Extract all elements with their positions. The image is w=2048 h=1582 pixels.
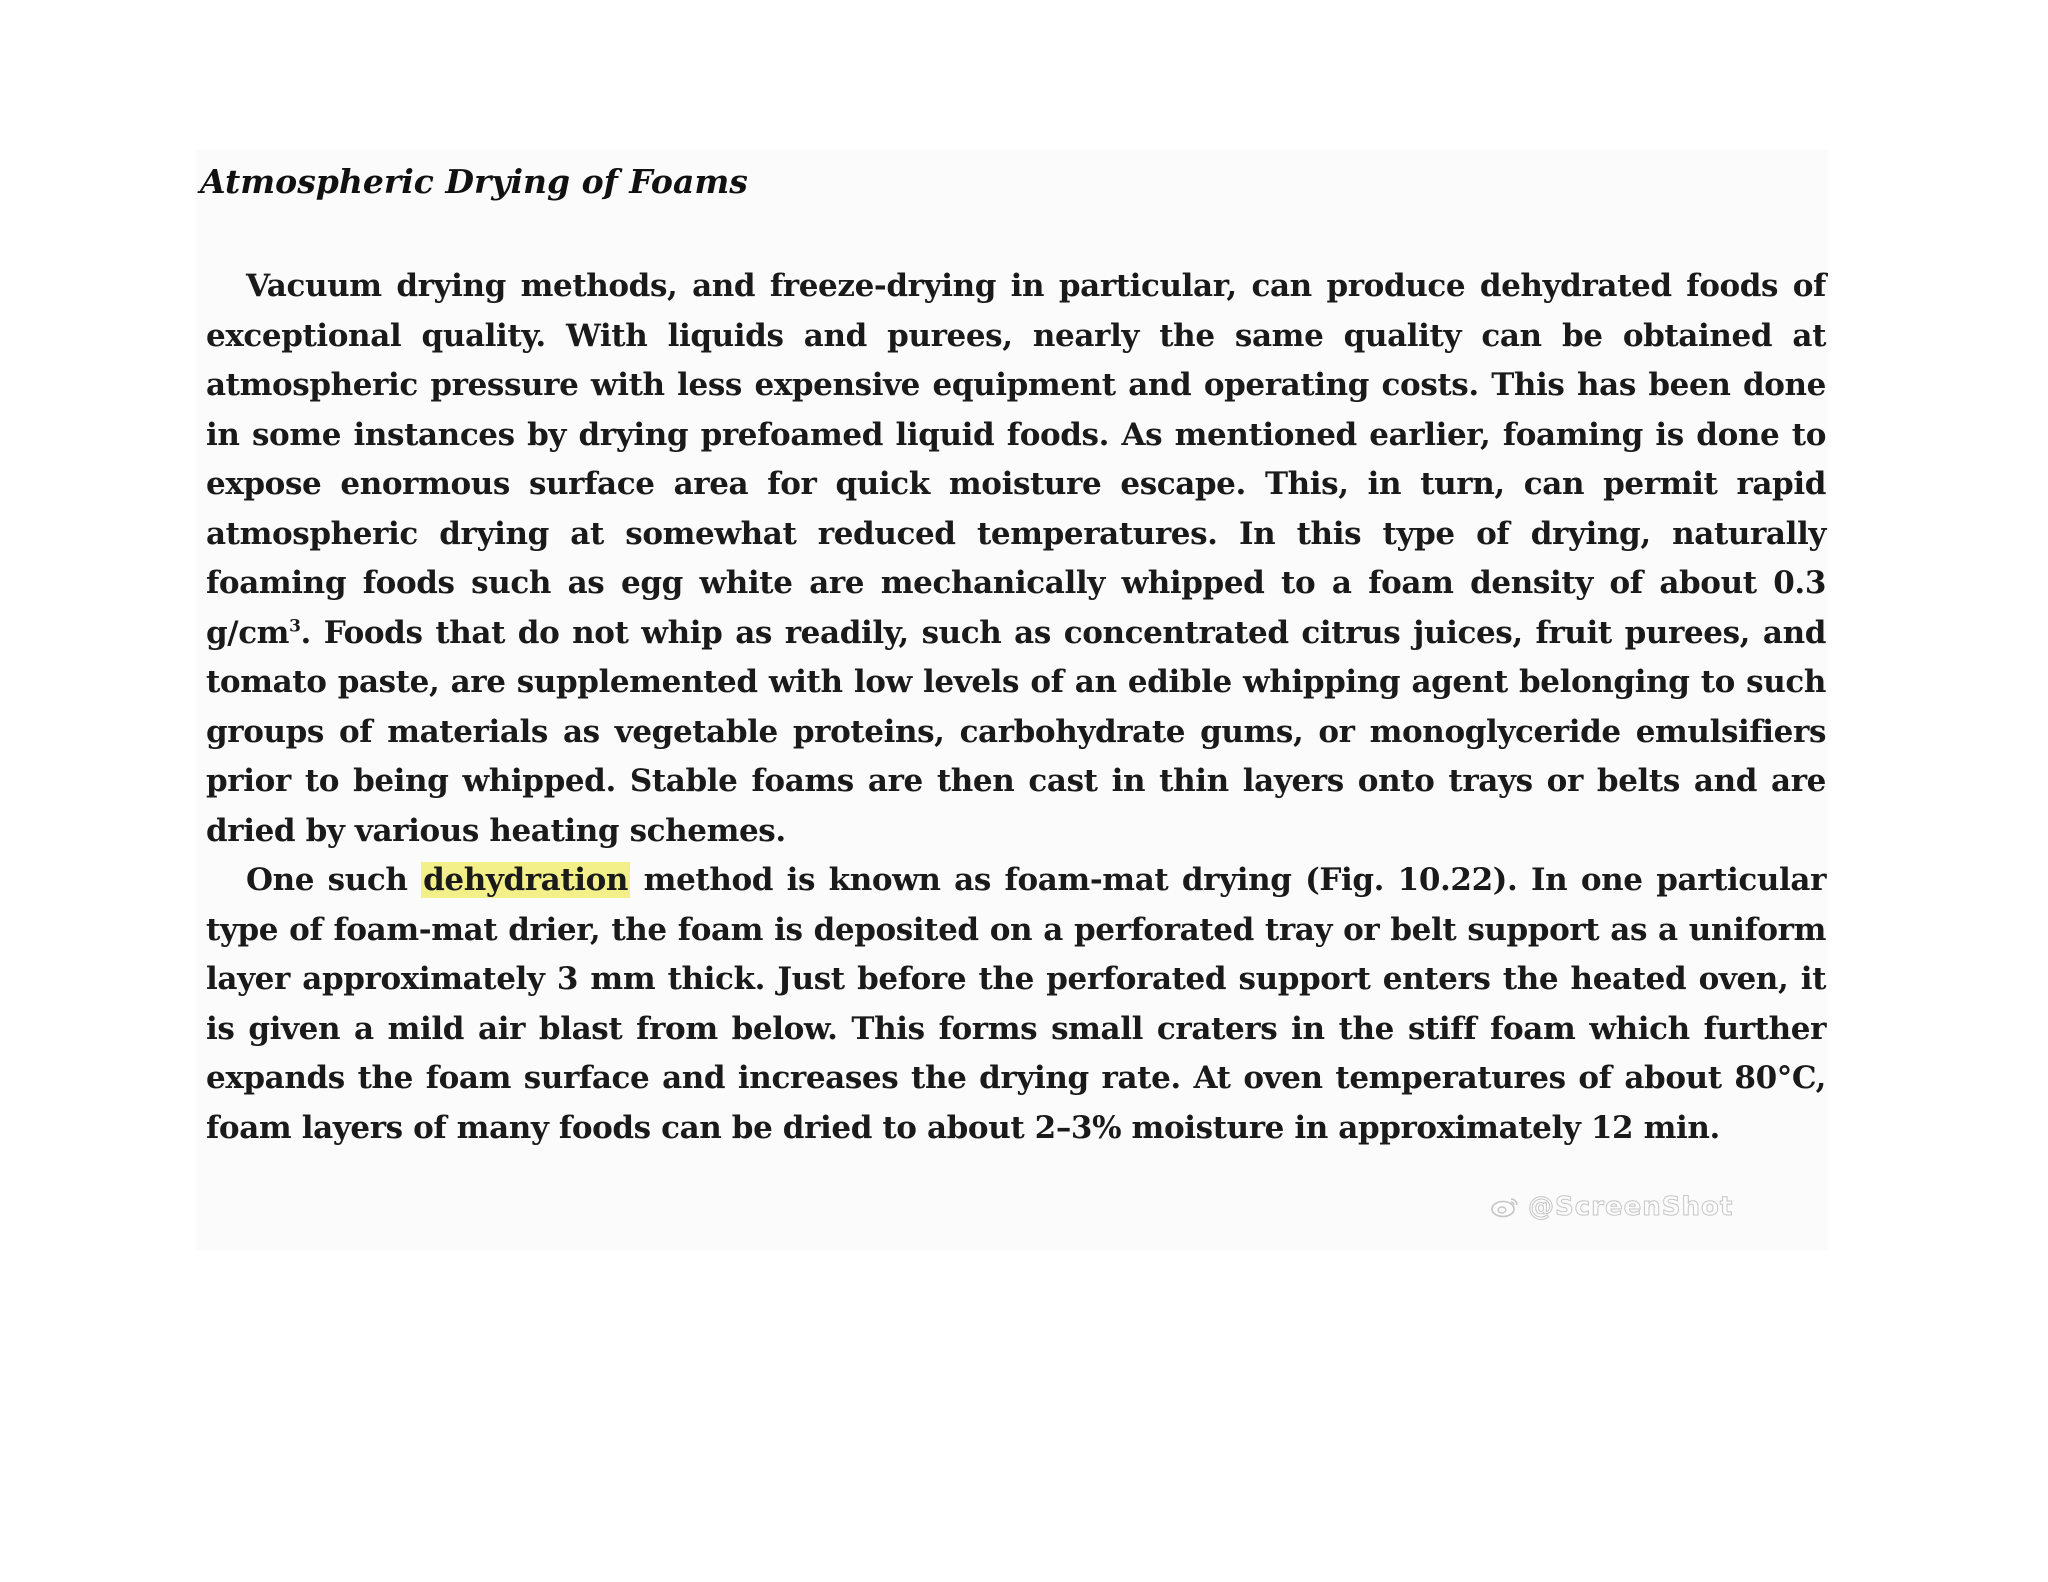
paragraph-1-text-b: . Foods that do not whip as readily, such as concentrated citrus juices, fruit purees, and tomato paste, are supplemented with low levels of an edible whipping agent belonging to such groups of materials as vegetable proteins, carbohydrate gums, or monoglyceride emulsifiers prior to being whipped. Stable foams are then cast in thin layers onto trays or belts and are dried by various heating schemes. xyxy=(206,614,1826,849)
highlighted-word[interactable]: dehydration xyxy=(423,862,629,898)
paragraph-2-text-a: One such xyxy=(246,862,422,898)
paragraph-1-text-a: Vacuum drying methods, and freeze-drying in particular, can produce dehydrated foods of exceptional quality. With liquids and purees, nearly the same quality can be obtained at atmospheric pressure with less expensive equipment and operating costs. This has been done in some instances by drying prefoamed liquid foods. As mentioned earlier, foaming is done to expose enormous surface area for quick moisture escape. This, in turn, can permit rapid atmospheric drying at somewhat reduced temperatures. In this type of drying, naturally foaming foods such as egg white are mechanically whipped to a foam density of about 0.3 g/cm xyxy=(206,268,1826,651)
body-text xyxy=(206,262,1826,1153)
paragraph-2 xyxy=(206,856,1826,1153)
paragraph-1 xyxy=(206,262,1826,856)
section-heading: Atmospheric Drying of Foams xyxy=(200,162,748,201)
watermark-text: @ScreenShot xyxy=(1528,1192,1734,1222)
weibo-logo-icon xyxy=(1490,1196,1520,1218)
superscript-3: 3 xyxy=(289,616,301,637)
paragraph-2-text-b: method is known as foam-mat drying (Fig. 10.22). In one particular type of foam-mat drier, the foam is deposited on a perforated tray or belt support as a uniform layer approximately 3 mm thick. Just before the perforated support enters the heated oven, it is given a mild air blast from below. This forms small craters in the stiff foam which further expands the foam surface and increases the drying rate. At oven temperatures of about 80°C, foam layers of many foods can be dried to about 2–3% moisture in approximately 12 min. xyxy=(206,862,1826,1146)
watermark xyxy=(1490,1192,1733,1222)
